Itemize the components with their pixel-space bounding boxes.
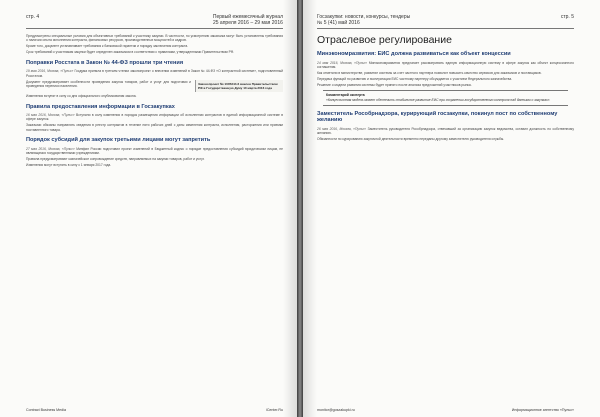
article-paragraph: Документ предусматривает особенности проведения закупок товаров, работ и услуг для подготовки и проведения переписи населения. [26,79,191,89]
article-headline: Заместитель Рособрнадзора, курирующий госзакупки, покинул пост по собственному желанию [317,110,558,124]
article-columns [26,80,283,94]
article-paragraph: Решение о модели развития системы будет принято после анализа предложений участников рынка. [317,82,472,87]
left-header-title: Первый ежемесячный журнал [212,14,283,20]
article-paragraph [317,127,574,136]
left-header-issue: 25 апреля 2016 – 29 мая 2016 [212,20,283,26]
article-headline: Правила предоставления информации в Госзакупках [26,103,175,110]
left-footer-site: iCenter.Ru [266,408,283,412]
article-headline: Минэкономразвития: ЕИС должна развиваться как объект концессии [317,51,511,57]
article-paragraph: Правила предусматривают казначейское сопровождение средств, направляемых на закупки товаров, работ и услуг. [26,157,205,162]
intro-paragraph: Срок требований к участникам закупки будет определен заказчиком в соответствии с правилами, утвержденными Правительством РФ. [26,50,235,55]
article-text: Минфин России подготовил проект изменений в Бюджетный кодекс о порядке предоставления субсидий юридическим лицам, не являющимся государственными учреждениями. [26,146,284,156]
article-paragraph [317,61,574,70]
article-paragraph: Заказчики обязаны направлять сведения в реестр контрактов в течение пяти рабочих дней с даты изменения контракта, исполнения, расторжения или приемки поставленного товара. [26,123,283,132]
article-lead-text: Госдума приняла в третьем чтении законопроект о внесении изменений в Закон № 44-ФЗ «О контрактной системе», подготовленный Росстатом. [26,69,284,78]
article-paragraph: Обязанности по курированию закупочной деятельности временно переданы другому заместителю руководителя службы. [317,137,505,142]
article-dateline: 19 мая 2016, Москва, «Пульс» [26,69,74,74]
section-title: Отраслевое регулирование [317,34,452,46]
right-footer [317,408,574,412]
right-page-number: стр. 5 [560,14,574,20]
page-gutter-shadow [283,0,297,417]
article-paragraph: Изменения могут вступить в силу с 1 января 2017 года. [26,163,112,168]
article-callout: Законопроект № 1005344-6 внесен Правительством РФ в Государственную Думу 10 марта 2016 года [195,80,283,92]
article-headline: Поправки Росстата в Закон № 44-ФЗ прошли три чтения [26,59,184,66]
article-paragraph [26,147,283,156]
article-lead [26,69,283,78]
left-header-titles [213,14,283,26]
right-header-title: Госзакупки: новости, конкурсы, тендеры [317,14,411,20]
right-footer-email: monitor@goszakupki.ru [317,408,355,412]
left-page [0,0,297,417]
article-dateline: 24 мая 2016, Москва, «Пульс» [317,60,368,65]
intro-paragraph: Кроме того, документ устанавливает требования к банковской гарантии и порядку заключения контракта. [26,44,189,49]
article-text: Минэкономразвития предлагает рассматривать единую информационную систему в сфере закупок как объект концессионного соглашения. [317,60,574,69]
left-footer-publisher: Contract Business Media [26,408,66,412]
left-footer [26,408,283,412]
article-text: Вступили в силу изменения в порядок размещения информации об исполнении контрактов в единой информационной системе в сфере закупок. [26,113,284,122]
quote-text: «Концессионная модель может обеспечить стабильное развитие ЕИС при сохранении государственного контроля над данными о закупках». [326,98,551,103]
right-page [303,0,600,417]
right-running-header [317,14,574,29]
right-header-issue: № 5 (41) май 2016 [317,20,360,26]
right-header-titles [317,14,410,26]
article-text: Заместитель руководителя Рособрнадзора, отвечавший за организацию закупок ведомства, оставил должность по собственному желанию. [317,126,574,136]
quote-author: Комментарий эксперта [326,93,365,98]
article-dateline: 26 мая 2016, Москва, «Пульс» [317,126,367,131]
expert-quote [323,90,568,105]
article-paragraph: Передача функций по развитию и эксплуатации ЕИС частному партнеру обсуждается с участием Федерального казначейства. [317,76,513,81]
article-paragraph: Как отметили в министерстве, развитие системы за счет частного партнера позволит повысить качество сервисов для заказчиков и поставщиков. [317,70,542,75]
article-headline: Порядок субсидий для закупок третьими лицами могут запретить [26,137,211,144]
article-dateline: 27 мая 2016, Москва, «Пульс» [26,146,75,151]
article-dateline: 16 мая 2016, Москва, «Пульс» [26,113,75,118]
left-running-header [26,14,283,29]
article-paragraph: Изменения вступят в силу со дня официального опубликования закона. [26,94,137,99]
left-page-number: стр. 4 [26,14,40,20]
intro-paragraph: Предусмотрены специальные условия для объективных требований к участнику закупки. В частности, по усмотрению заказчика могут быть установлены требования о наличии опыта исполнения контракта, финансовых ресурсов, производственных мощностей и кадров. [26,34,283,43]
right-footer-agency: Информационное агентство «Пульс» [511,408,574,412]
page-gutter-shadow [303,0,317,417]
article-paragraph [26,113,283,122]
